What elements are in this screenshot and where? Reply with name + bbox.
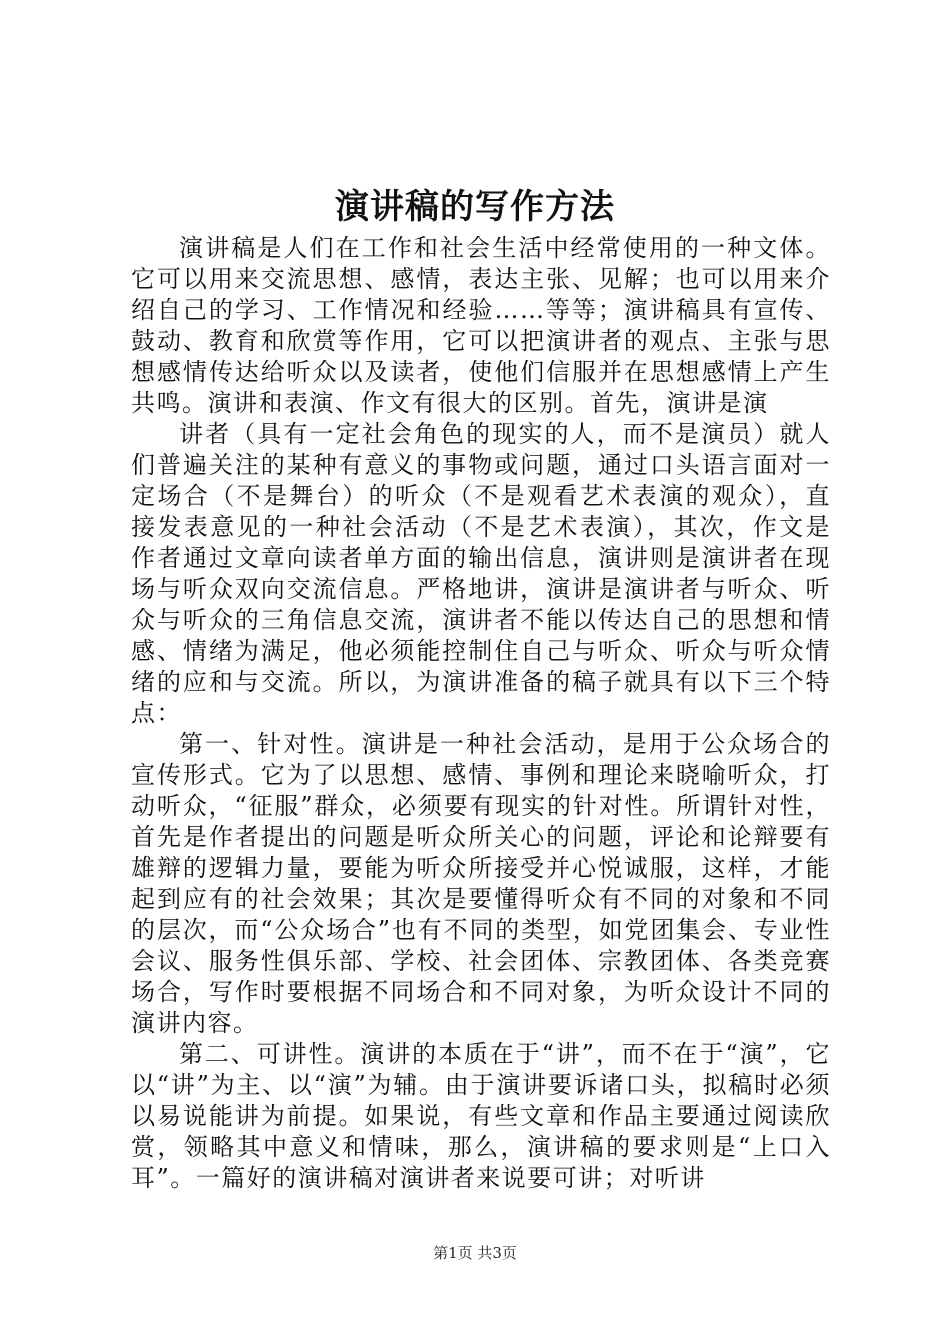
document-title: 演讲稿的写作方法: [335, 187, 615, 227]
paragraph-feature-2: 第二、可讲性。演讲的本质在于“讲”，而不在于“演”，它以“讲”为主、以“演”为辅。由于演讲要诉诸口头，拟稿时必须以易说能讲为前提。如果说，有些文章和作品主要通过阅读欣赏，领略其中意义和情味，那么，演讲稿的要求则是“上口入耳”。一篇好的演讲稿对演讲者来说要可讲；对听讲: [131, 1040, 831, 1192]
paragraph-intro: 演讲稿是人们在工作和社会生活中经常使用的一种文体。它可以用来交流思想、感情，表达主张、见解；也可以用来介绍自己的学习、工作情况和经验……等等；演讲稿具有宣传、鼓动、教育和欣赏等作用，它可以把演讲者的观点、主张与思想感情传达给听众以及读者，使他们信服并在思想感情上产生共鸣。演讲和表演、作文有很大的区别。首先，演讲是演: [131, 234, 831, 417]
paragraph-feature-1: 第一、针对性。演讲是一种社会活动，是用于公众场合的宣传形式。它为了以思想、感情、事例和理论来晓喻听众，打动听众，“征服”群众，必须要有现实的针对性。所谓针对性，首先是作者提出的问题是听众所关心的问题，评论和论辩要有雄辩的逻辑力量，要能为听众所接受并心悦诚服，这样，才能起到应有的社会效果；其次是要懂得听众有不同的对象和不同的层次，而“公众场合”也有不同的类型，如党团集会、专业性会议、服务性俱乐部、学校、社会团体、宗教团体、各类竞赛场合，写作时要根据不同场合和不同对象，为听众设计不同的演讲内容。: [131, 730, 831, 1037]
document-body: [131, 233, 831, 1194]
page-footer: 第1页 共3页: [433, 1244, 517, 1262]
paragraph-definition: 讲者（具有一定社会角色的现实的人，而不是演员）就人们普遍关注的某种有意义的事物或问题，通过口头语言面对一定场合（不是舞台）的听众（不是观看艺术表演的观众），直接发表意见的一种社会活动（不是艺术表演），其次，作文是作者通过文章向读者单方面的输出信息，演讲则是演讲者在现场与听众双向交流信息。严格地讲，演讲是演讲者与听众、听众与听众的三角信息交流，演讲者不能以传达自己的思想和情感、情绪为满足，他必须能控制住自己与听众、听众与听众情绪的应和与交流。所以，为演讲准备的稿子就具有以下三个特点：: [131, 420, 831, 727]
